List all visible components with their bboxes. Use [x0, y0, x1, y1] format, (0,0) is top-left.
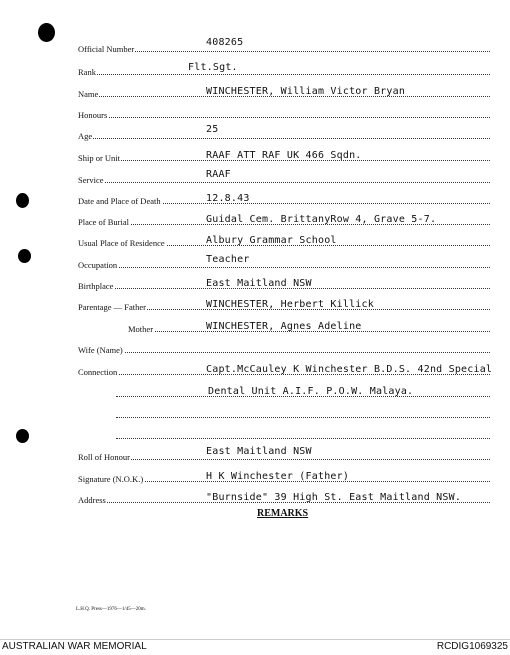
connection-continuation-1: Dental Unit A.I.F. P.O.W. Malaya. [116, 385, 490, 399]
death-row: Date and Place of Death 12.8.43 [78, 192, 490, 206]
age-row: Age 25 [78, 127, 490, 141]
occupation-value: Teacher [206, 254, 250, 265]
father-row: Parentage — Father WINCHESTER, Herbert Killick [78, 298, 490, 312]
ship-unit-row: Ship or Unit RAAF ATT RAF UK 466 Sqdn. [78, 149, 490, 163]
connection-value: Capt.McCauley K Winchester B.D.S. 42nd Special [206, 364, 493, 375]
footer-record-id: RCDIG1069325 [436, 641, 508, 652]
connection-continuation-3 [116, 427, 490, 441]
connection-row: Connection Capt.McCauley K Winchester B.D.S. 42nd Special [78, 364, 493, 377]
service-row: Service RAAF [78, 171, 490, 185]
punch-hole-3 [16, 429, 29, 443]
official-number-value: 408265 [206, 37, 244, 48]
service-value: RAAF [206, 169, 231, 180]
footer-institution: AUSTRALIAN WAR MEMORIAL [2, 641, 147, 652]
mother-value: WINCHESTER, Agnes Adeline [206, 321, 362, 332]
punch-hole-2 [18, 249, 31, 263]
signature-value: H K Winchester (Father) [206, 471, 350, 482]
ship-unit-value: RAAF ATT RAF UK 466 Sqdn. [206, 150, 362, 161]
rank-row: Rank Flt.Sgt. [78, 63, 490, 77]
honours-row: Honours [78, 106, 490, 120]
punch-hole-1 [16, 193, 29, 208]
burial-value: Guidal Cem. BrittanyRow 4, Grave 5-7. [206, 214, 437, 225]
footer-bar [0, 639, 510, 655]
printer-note: L.H.Q. Press—1976—1/45—20m. [76, 607, 146, 612]
remarks-heading: REMARKS [257, 508, 309, 519]
punch-hole-top [38, 23, 55, 42]
address-row: Address "Burnside" 39 High St. East Maitland NSW. [78, 491, 490, 505]
occupation-row: Occupation Teacher [78, 256, 490, 270]
wife-row: Wife (Name) [78, 341, 490, 355]
mother-row: Mother WINCHESTER, Agnes Adeline [128, 320, 490, 334]
name-value: WINCHESTER, William Victor Bryan [206, 86, 406, 97]
birthplace-value: East Maitland NSW [206, 278, 312, 289]
address-value: "Burnside" 39 High St. East Maitland NSW. [206, 492, 462, 503]
age-value: 25 [206, 124, 219, 135]
residence-value: Albury Grammar School [206, 235, 337, 246]
signature-row: Signature (N.O.K.) H K Winchester (Father) [78, 470, 490, 484]
roll-of-honour-value: East Maitland NSW [206, 446, 312, 457]
connection-continuation-2 [116, 406, 490, 420]
death-value: 12.8.43 [206, 193, 250, 204]
burial-row: Place of Burial Guidal Cem. BrittanyRow 4, Grave 5-7. [78, 213, 490, 227]
residence-row: Usual Place of Residence Albury Grammar School [78, 234, 490, 248]
roll-of-honour-row: Roll of Honour East Maitland NSW [78, 448, 490, 462]
birthplace-row: Birthplace East Maitland NSW [78, 277, 490, 291]
official-number-row: Official Number 408265 [78, 40, 490, 54]
father-value: WINCHESTER, Herbert Killick [206, 299, 374, 310]
rank-value: Flt.Sgt. [188, 62, 238, 73]
name-row: Name WINCHESTER, William Victor Bryan [78, 85, 490, 99]
